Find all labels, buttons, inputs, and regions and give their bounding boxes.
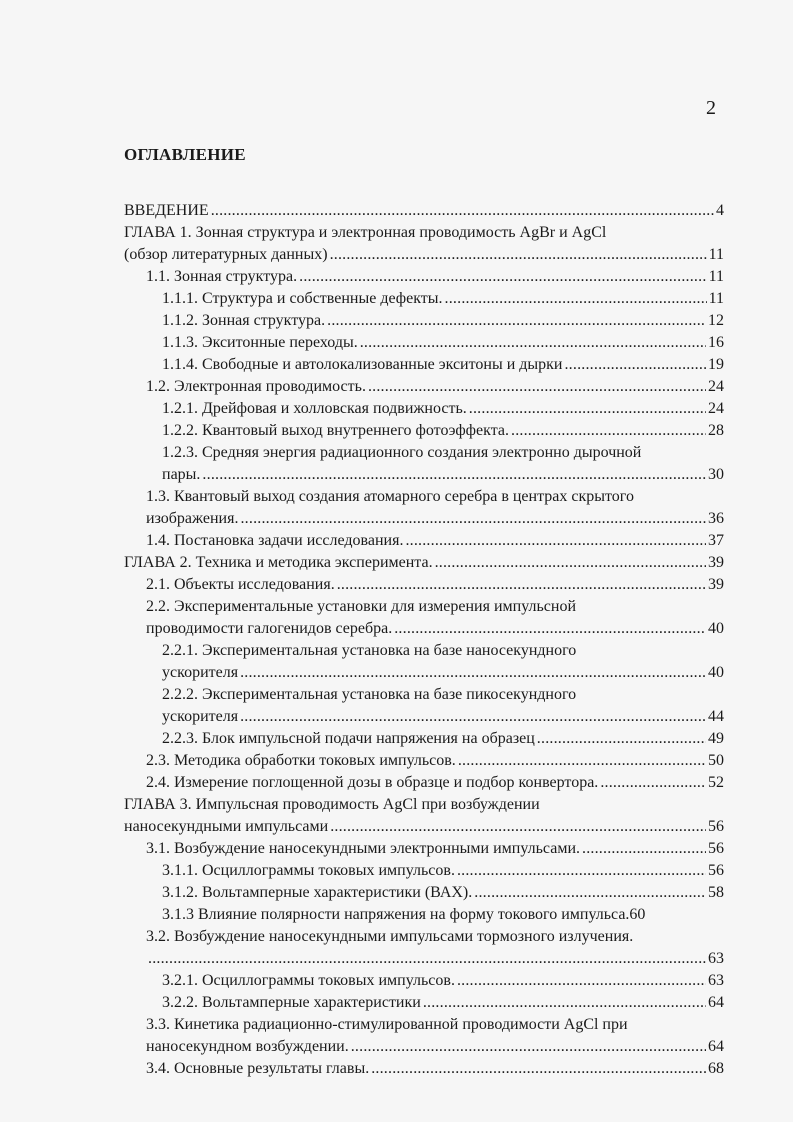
toc-entry [124,200,724,222]
toc-entry-label: 1.2. Электронная проводимость. [146,378,366,395]
toc-entry [124,266,724,288]
toc-page-number: 44 [708,708,724,725]
toc-entry [124,244,724,266]
leader-dots [240,508,706,530]
toc-page-number: 39 [708,576,724,593]
toc-page-number: 4 [716,202,724,219]
toc-page-number: 11 [708,268,724,285]
toc-entry [124,552,724,574]
toc-entry-label: проводимости галогенидов серебра. [146,620,393,637]
toc-page-number: 58 [708,884,724,901]
leader-dots [600,772,706,794]
toc-entry-label: 2.1. Объекты исследования. [146,576,335,593]
toc-entry-label: 1.2.2. Квантовый выход внутреннего фотоэффекта. [162,422,509,439]
toc-entry [124,970,724,992]
toc-entry-label: 3.1. Возбуждение наносекундными электронными импульсами. [146,840,580,857]
toc-entry-label: 1.1.2. Зонная структура. [162,312,326,329]
leader-dots [360,332,706,354]
toc-entry-line: 3.2. Возбуждение наносекундными импульсами тормозного излучения. [146,928,634,945]
toc-entry [124,464,724,486]
toc-entry [124,1058,724,1080]
toc-entry [124,288,724,310]
toc-entry-label: ускорителя [162,708,239,725]
toc-entry [124,618,724,640]
toc-entry-label: изображения. [146,510,239,527]
toc-page-number: 60 [629,906,646,923]
toc-entry-label: 3.1.3 Влияние полярности напряжения на форму токового импульса. [162,906,630,923]
toc-entry-label: 2.2.3. Блок импульсной подачи напряжения на образец [162,730,535,747]
leader-dots [457,970,706,992]
toc-entry-line: 2.2. Экспериментальные установки для измерения импульсной [146,598,577,615]
toc-page-number: 39 [708,554,724,571]
toc-entry [124,1036,724,1058]
toc-page-number: 37 [708,532,724,549]
toc-entry [124,948,724,970]
leader-dots [330,244,707,266]
leader-dots [148,948,706,970]
toc-entry [124,662,724,684]
toc-entry-label: 3.1.1. Осциллограммы токовых импульсов. [162,862,455,879]
toc-entry-label: ВВЕДЕНИЕ [124,202,209,219]
toc-entry-label: наносекундном возбуждении. [146,1038,349,1055]
toc-entry [124,398,724,420]
toc-entry [124,706,724,728]
toc-page-number: 30 [708,466,724,483]
leader-dots [511,420,706,442]
leader-dots [240,662,706,684]
toc-page-number: 63 [708,950,724,967]
toc-entry-label: 3.1.2. Вольтамперные характеристики (ВАХ). [162,884,473,901]
toc-entry-label: наносекундными импульсами [124,818,329,835]
toc-page-number: 19 [708,356,724,373]
toc-page-number: 16 [708,334,724,351]
toc-entry [124,904,724,926]
toc-page-number: 56 [708,840,724,857]
leader-dots [299,266,706,288]
toc-entry-label: 1.1.4. Свободные и автолокализованные экситоны и дырки [162,356,563,373]
toc-entry [124,772,724,794]
toc-page-number: 24 [708,378,724,395]
leader-dots [371,1058,706,1080]
toc-entry-line: 1.3. Квантовый выход создания атомарного серебра в центрах скрытого [146,488,634,505]
toc-entry-line: 2.2.2. Экспериментальная установка на базе пикосекундного [162,686,577,703]
leader-dots [582,838,706,860]
leader-dots [474,882,706,904]
toc-entry-label: 3.4. Основные результаты главы. [146,1060,370,1077]
leader-dots [564,354,706,376]
toc-entry [124,354,724,376]
toc-entry-line: 1.2.3. Средняя энергия радиационного создания электронно дырочной [162,444,642,461]
toc-page-number: 49 [708,730,724,747]
page-number: 2 [706,97,716,119]
leader-dots [351,1036,706,1058]
page-title: ОГЛАВЛЕНИЕ [124,145,246,164]
toc-entry-label: ускорителя [162,664,239,681]
toc-page-number: 64 [708,1038,724,1055]
toc-entry-label: 1.1.3. Экситонные переходы. [162,334,358,351]
leader-dots [327,310,706,332]
leader-dots [337,574,706,596]
toc-page-number: 36 [708,510,724,527]
leader-dots [457,860,706,882]
leader-dots [405,530,706,552]
leader-dots [394,618,706,640]
leader-dots [458,750,706,772]
toc-page-number: 52 [708,774,724,791]
toc-entry [124,992,724,1014]
toc-entry [124,332,724,354]
toc-page-number: 63 [708,972,724,989]
toc-page-number: 40 [708,664,724,681]
toc-entry-line: 3.3. Кинетика радиационно-стимулированной проводимости AgCl при [146,1016,628,1033]
toc-entry-label: ГЛАВА 2. Техника и методика эксперимента. [124,554,433,571]
toc-page-number: 68 [708,1060,724,1077]
toc-entry-label: (обзор литературных данных) [124,246,328,263]
toc-entry [124,530,724,552]
toc-entry-label: 1.1.1. Структура и собственные дефекты. [162,290,443,307]
leader-dots [211,200,714,222]
toc-entry-label: 3.2.1. Осциллограммы токовых импульсов. [162,972,455,989]
toc-page-number: 11 [708,290,724,307]
toc-entry-label: пары. [162,466,201,483]
toc-entry [124,310,724,332]
toc-page-number: 50 [708,752,724,769]
toc-entry-line: 2.2.1. Экспериментальная установка на базе наносекундного [162,642,577,659]
toc-entry [124,728,724,750]
toc-page-number: 56 [708,818,724,835]
toc-entry-line: ГЛАВА 3. Импульсная проводимость AgCl при возбуждении [124,796,540,813]
leader-dots [469,398,706,420]
toc-entry [124,816,724,838]
toc-page-number: 12 [708,312,724,329]
toc-page-number: 40 [708,620,724,637]
toc-page-number: 28 [708,422,724,439]
toc-entry-label: 2.4. Измерение поглощенной дозы в образце и подбор конвертора. [146,774,599,791]
toc-entry-line: ГЛАВА 1. Зонная структура и электронная проводимость AgBr и AgCl [124,224,607,241]
toc-entry [124,838,724,860]
toc-entry [124,860,724,882]
toc-entry-label: 1.4. Постановка задачи исследования. [146,532,404,549]
toc-entry-label: 3.2.2. Вольтамперные характеристики [162,994,421,1011]
table-of-contents [124,200,724,1080]
toc-entry-label: 2.3. Методика обработки токовых импульсов. [146,752,456,769]
leader-dots [240,706,706,728]
leader-dots [423,992,706,1014]
toc-page-number: 24 [708,400,724,417]
leader-dots [445,288,707,310]
leader-dots [202,464,706,486]
toc-entry-label: 1.1. Зонная структура. [146,268,298,285]
toc-entry [124,750,724,772]
toc-page-number: 64 [708,994,724,1011]
toc-entry [124,376,724,398]
leader-dots [368,376,706,398]
toc-entry [124,420,724,442]
toc-entry [124,574,724,596]
toc-page-number: 11 [708,246,724,263]
toc-entry [124,508,724,530]
leader-dots [435,552,706,574]
leader-dots [537,728,706,750]
toc-page-number: 56 [708,862,724,879]
leader-dots [330,816,706,838]
toc-entry [124,882,724,904]
toc-entry-label: 1.2.1. Дрейфовая и холловская подвижность. [162,400,467,417]
